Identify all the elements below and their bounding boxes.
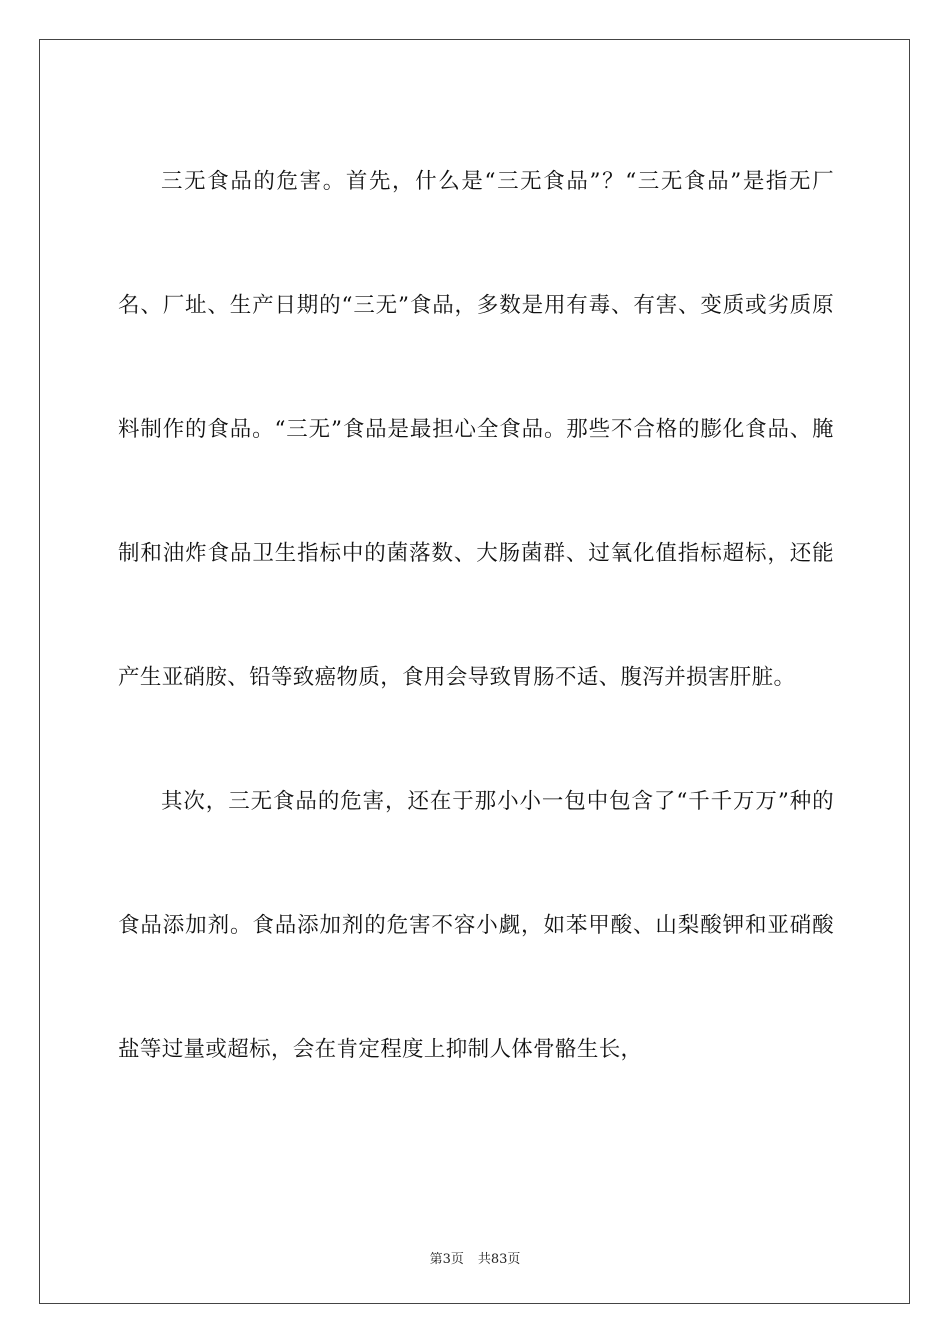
page-total: 共83页 [477, 1252, 521, 1267]
paragraph-2: 其次，三无食品的危害，还在于那小小一包中包含了“千千万万”种的食品添加剂。食品添加剂的危害不容小觑，如苯甲酸、山梨酸钾和亚硝酸盐等过量或超标，会在肯定程度上抑制人体骨骼生长， [118, 789, 834, 1062]
page-footer [0, 1248, 950, 1267]
paragraph-1: 三无食品的危害。首先，什么是“三无食品”？“三无食品”是指无厂名、厂址、生产日期的“三无”食品，多数是用有毒、有害、变质或劣质原料制作的食品。“三无”食品是最担心全食品。那些不合格的膨化食品、腌制和油炸食品卫生指标中的菌落数、大肠菌群、过氧化值指标超标，还能产生亚硝胺、铅等致癌物质，食用会导致胃肠不适、腹泻并损害肝脏。 [118, 169, 834, 690]
page-number: 第3页 [429, 1252, 464, 1267]
document-body [118, 120, 834, 1112]
